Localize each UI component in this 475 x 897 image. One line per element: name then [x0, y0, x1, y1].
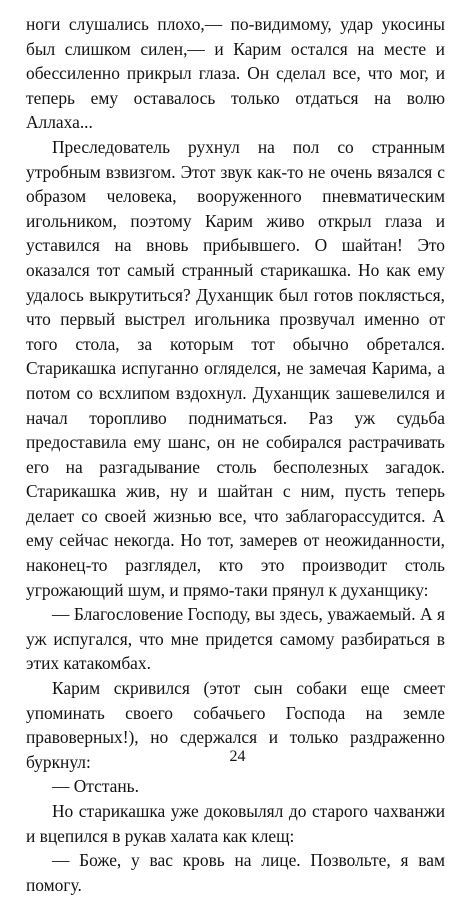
- paragraph-7: — Боже, у вас кровь на лице. Позвольте, я вам помогу.: [26, 850, 445, 895]
- paragraph-5: — Отстань.: [52, 776, 139, 797]
- paragraph-4: Карим скривился (этот сын собаки еще смеет упоминать своего собачьего Господа на земле правоверных!), но сдержался и только раздраженно буркнул:: [26, 678, 445, 772]
- paragraph-1: ноги слушались плохо,— по-видимому, удар укосины был слишком силен,— и Карим остался на месте и обессиленно прикрыл глаза. Он сделал все, что мог, и теперь ему оставалось только отдаться на волю Аллаха...: [26, 14, 445, 133]
- page-number: 24: [229, 748, 246, 765]
- paragraph-3: — Благословение Господу, вы здесь, уважаемый. А я уж испугался, что мне придется самому разбираться в этих катакомбах.: [26, 604, 445, 674]
- paragraph-6: Но старикашка уже доковылял до старого чахванжи и вцепился в рукав халата как клещ:: [26, 801, 445, 846]
- paragraph-2: Преследователь рухнул на пол со странным утробным взвизгом. Этот звук как-то не очень вязался с образом человека, вооруженного пневматическим игольником, поэтому Карим живо открыл глаза и уставился на вновь прибывшего. О шайтан! Это оказался тот самый странный старикашка. Но как ему удалось выкрутиться? Духанщик был готов поклясться, что первый выстрел игольника прозвучал именно от того стола, за которым тот обычно обретался. Старикашка испуганно огляделся, не замечая Карима, а потом со всхлипом вздохнул. Духанщик зашевелился и начал торопливо подниматься. Раз уж судьба предоставила ему шанс, он не собирался растрачивать его на разгадывание столь бесполезных загадок. Старикашка жив, ну и шайтан с ним, пусть теперь делает со своей жизнью все, что заблагорассудится. А ему сейчас некогда. Но тот, замерев от неожиданности, наконец-то разглядел, кто это производит столь угрожающий шум, и прямо-таки прянул к духанщику:: [26, 136, 445, 600]
